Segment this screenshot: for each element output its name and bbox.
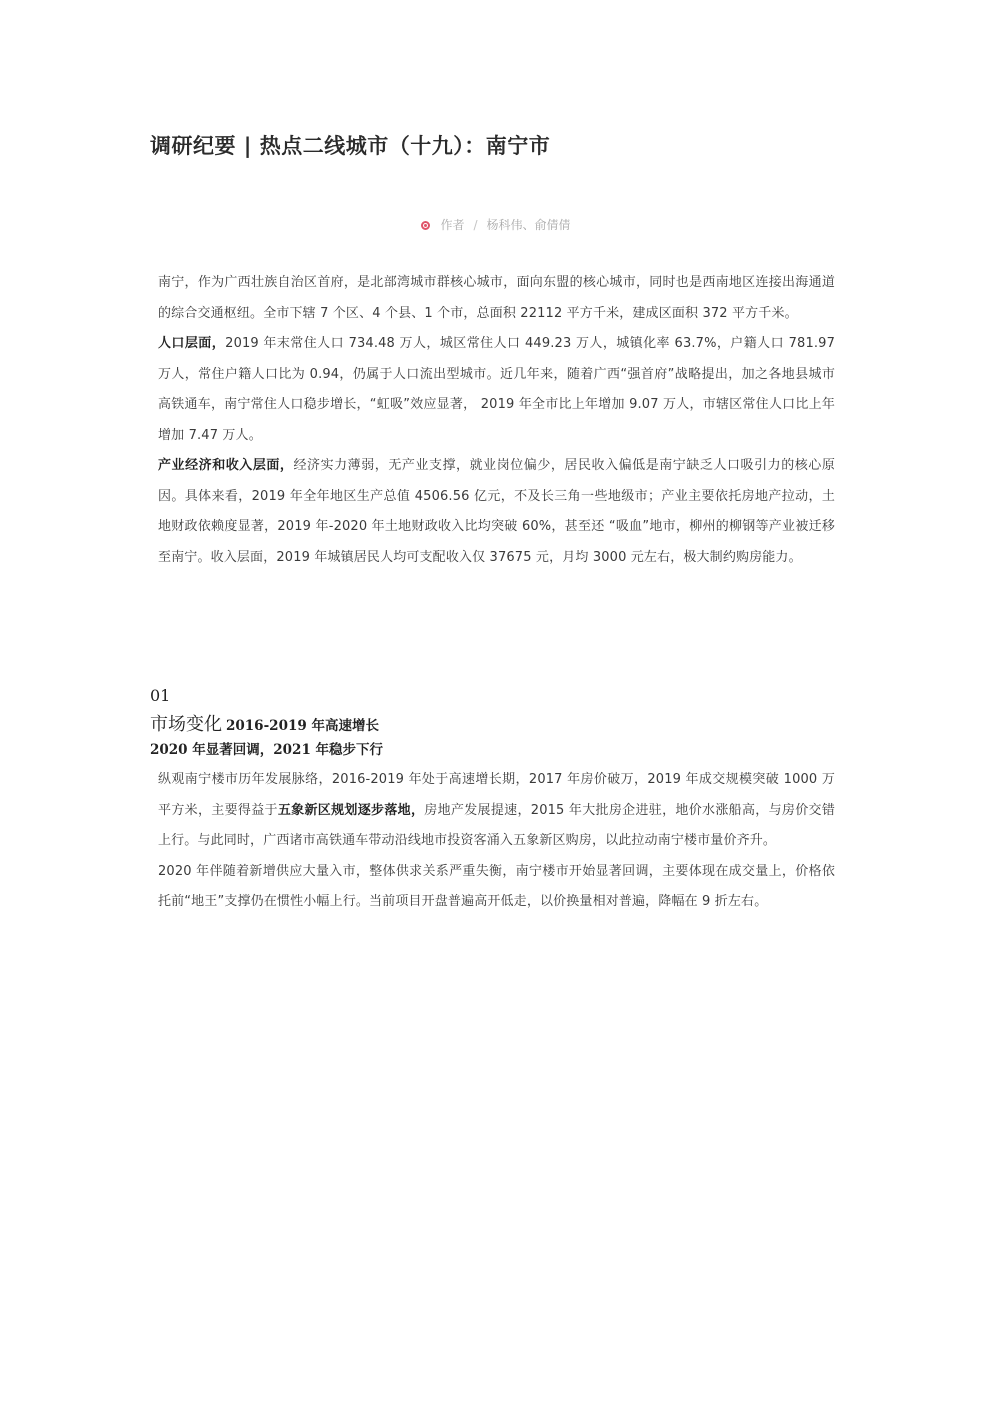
- intro-paragraph-economy: [158, 451, 835, 573]
- section-number: 01: [150, 686, 171, 705]
- intro-section: [158, 268, 835, 573]
- byline: [0, 216, 992, 233]
- growth-text-end: 房地产发展提速，2015 年大批房企进驻，地价水涨船高，与房价交错上行。与此同时，广西诸市高铁通车带动沿线地市投资客涌入五象新区购房，以此拉动南宁楼市量价齐升。: [158, 802, 836, 848]
- intro-paragraph-population: [158, 329, 835, 451]
- market-paragraph-growth: [158, 765, 835, 857]
- intro-paragraph-overview: 南宁，作为广西壮族自治区首府，是北部湾城市群核心城市，面向东盟的核心城市，同时也是西南地区连接出海通道的综合交通枢纽。全市下辖 7 个区、4 个县、1 个市，总面积 22112 平方千米，建成区面积 372 平方千米。: [158, 275, 835, 321]
- section-body: [158, 765, 835, 918]
- section-subheading: 2020 年显著回调，2021 年稳步下行: [150, 742, 384, 758]
- economy-lead: 产业经济和收入层面，: [158, 458, 294, 473]
- population-text: 2019 年末常住人口 734.48 万人，城区常住人口 449.23 万人，城镇化率 63.7%，户籍人口 781.97 万人，常住户籍人口比为 0.94，仍属于人口流出型城市。近几年来，随着广西“强首府”战略提出，加之各地县城市高铁通车，南宁常住人口稳步增长，“虹吸”效应显著， 2019 年全市比上年增加 9.07 万人，市辖区常住人口比上年增加 7.47 万人。: [158, 336, 835, 443]
- section-heading: [150, 710, 379, 736]
- section-heading-rest: 2016-2019 年高速增长: [226, 718, 379, 734]
- author-names: 杨科伟、俞倩倩: [486, 218, 571, 232]
- article-title: 调研纪要 | 热点二线城市（十九）：南宁市: [150, 134, 551, 158]
- author-marker-icon: [421, 221, 430, 230]
- population-lead: 人口层面，: [158, 336, 226, 351]
- market-paragraph-adjustment: 2020 年伴随着新增供应大量入市，整体供求关系严重失衡，南宁楼市开始显著回调，主要体现在成交量上，价格依托前“地王”支撑仍在惯性小幅上行。当前项目开盘普遍高开低走，以价换量相对普遍，降幅在 9 折左右。: [158, 863, 835, 909]
- author-label: 作者: [440, 218, 465, 232]
- section-heading-main: 市场变化: [150, 714, 222, 735]
- byline-separator: /: [473, 218, 478, 232]
- economy-text: 经济实力薄弱，无产业支撑，就业岗位偏少，居民收入偏低是南宁缺乏人口吸引力的核心原因。具体来看，2019 年全年地区生产总值 4506.56 亿元，不及长三角一些地级市；产业主要依托房地产拉动，土地财政依赖度显著，2019 年-2020 年土地财政收入比均突破 60%，甚至还 “吸血”地市，柳州的柳钢等产业被迁移至南宁。收入层面，2019 年城镇居民人均可支配收入仅 37675 元，月均 3000 元左右，极大制约购房能力。: [158, 458, 835, 565]
- growth-text-bold: 五象新区规划逐步落地，: [277, 802, 425, 818]
- growth-text-start: 纵观南宁楼市历年发展脉络，2016-2019 年处于高速增长期，2017 年房价破万，2019 年成交规模突破 1000 万平方米，主要得益于: [158, 772, 835, 818]
